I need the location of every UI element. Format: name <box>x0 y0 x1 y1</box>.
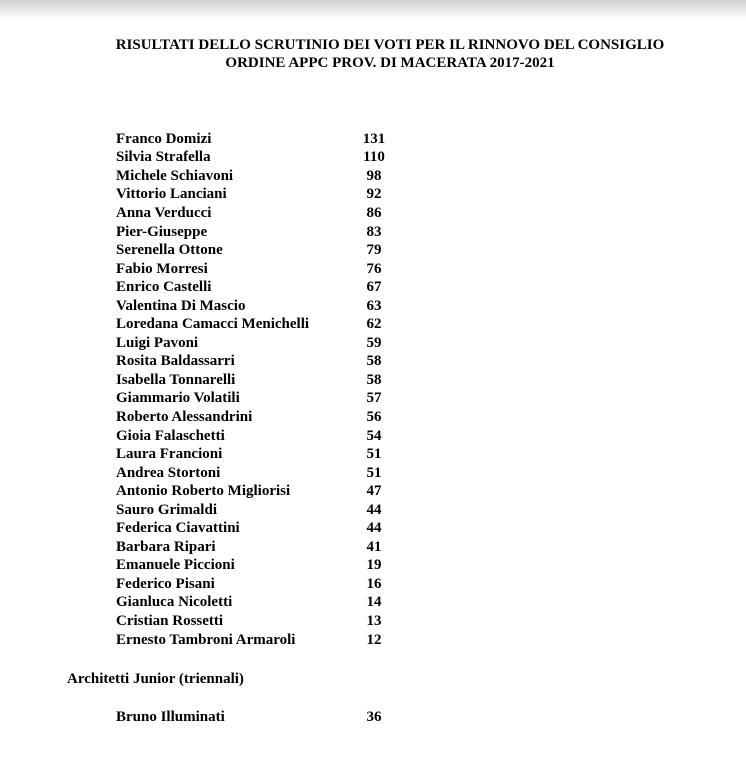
vote-count: 76 <box>366 260 382 277</box>
vote-count: 67 <box>366 279 382 296</box>
result-row <box>116 708 436 727</box>
junior-results-list <box>116 708 436 727</box>
result-row <box>116 223 436 242</box>
candidate-name: Andrea Stortoni <box>116 464 221 481</box>
candidate-name: Cristian Rossetti <box>116 612 224 629</box>
result-row <box>116 557 436 576</box>
result-row <box>116 371 436 390</box>
result-row <box>116 260 436 279</box>
candidate-name: Federica Ciavattini <box>116 520 240 537</box>
result-row <box>116 278 436 297</box>
result-row <box>116 464 436 483</box>
candidate-name: Gianluca Nicoletti <box>116 594 233 611</box>
candidate-name: Luigi Pavoni <box>116 334 199 351</box>
result-row <box>116 390 436 409</box>
result-row <box>116 353 436 372</box>
candidate-name: Valentina Di Mascio <box>116 297 246 314</box>
candidate-name: Fabio Morresi <box>116 260 208 277</box>
vote-count: 13 <box>366 612 382 629</box>
result-row <box>116 538 436 557</box>
vote-count: 14 <box>366 594 382 611</box>
result-row <box>116 427 436 446</box>
vote-count: 86 <box>366 204 382 221</box>
vote-count: 56 <box>366 408 382 425</box>
result-row <box>116 631 436 650</box>
result-row <box>116 575 436 594</box>
vote-count: 92 <box>366 186 382 203</box>
vote-count: 62 <box>366 316 382 333</box>
vote-count: 12 <box>366 631 382 648</box>
document-title <box>60 36 720 72</box>
vote-count: 51 <box>366 464 382 481</box>
vote-count: 79 <box>366 242 382 259</box>
candidate-name: Barbara Ripari <box>116 538 216 555</box>
vote-count: 59 <box>366 334 382 351</box>
candidate-name: Giammario Volatili <box>116 390 240 407</box>
result-row <box>116 204 436 223</box>
vote-count: 44 <box>366 501 382 518</box>
vote-count: 98 <box>366 167 382 184</box>
candidate-name: Emanuele Piccioni <box>116 557 235 574</box>
vote-count: 57 <box>366 390 382 407</box>
candidate-name: Gioia Falaschetti <box>116 427 225 444</box>
vote-count: 110 <box>363 149 385 166</box>
vote-count: 47 <box>366 483 382 500</box>
vote-count: 16 <box>366 575 382 592</box>
candidate-name: Roberto Alessandrini <box>116 408 253 425</box>
result-row <box>116 445 436 464</box>
vote-count: 83 <box>366 223 382 240</box>
results-list <box>116 130 436 649</box>
result-row <box>116 408 436 427</box>
vote-count: 41 <box>366 538 382 555</box>
result-row <box>116 130 436 149</box>
result-row <box>116 519 436 538</box>
result-row <box>116 334 436 353</box>
result-row <box>116 167 436 186</box>
result-row <box>116 315 436 334</box>
candidate-name: Anna Verducci <box>116 204 212 221</box>
candidate-name: Silvia Strafella <box>116 149 211 166</box>
result-row <box>116 149 436 168</box>
candidate-name: Sauro Grimaldi <box>116 501 217 518</box>
candidate-name: Antonio Roberto Migliorisi <box>116 483 291 500</box>
page-top-shadow <box>0 0 746 20</box>
result-row <box>116 186 436 205</box>
vote-count: 131 <box>362 130 386 147</box>
result-row <box>116 594 436 613</box>
candidate-name: Franco Domizi <box>116 130 212 147</box>
vote-count: 58 <box>366 371 382 388</box>
result-row <box>116 612 436 631</box>
vote-count: 36 <box>366 708 382 725</box>
candidate-name: Vittorio Lanciani <box>116 186 227 203</box>
vote-count: 51 <box>366 446 382 463</box>
result-row <box>116 482 436 501</box>
title-line-1: RISULTATI DELLO SCRUTINIO DEI VOTI PER IL RINNOVO DEL CONSIGLIO <box>115 37 665 53</box>
candidate-name: Michele Schiavoni <box>116 167 234 184</box>
candidate-name: Serenella Ottone <box>116 242 223 259</box>
candidate-name: Enrico Castelli <box>116 279 212 296</box>
vote-count: 19 <box>366 557 382 574</box>
candidate-name: Laura Francioni <box>116 446 223 463</box>
candidate-name: Isabella Tonnarelli <box>116 371 236 388</box>
candidate-name: Federico Pisani <box>116 575 215 592</box>
vote-count: 63 <box>366 297 382 314</box>
vote-count: 44 <box>366 520 382 537</box>
title-line-2: ORDINE APPC PROV. DI MACERATA 2017-2021 <box>225 55 555 71</box>
candidate-name: Ernesto Tambroni Armaroli <box>116 631 296 648</box>
result-row <box>116 501 436 520</box>
vote-count: 58 <box>366 353 382 370</box>
candidate-name: Bruno Illuminati <box>116 708 225 725</box>
junior-section-heading: Architetti Junior (triennali) <box>67 671 244 687</box>
vote-count: 54 <box>366 427 382 444</box>
candidate-name: Pier-Giuseppe <box>116 223 208 240</box>
candidate-name: Loredana Camacci Menichelli <box>116 316 310 333</box>
candidate-name: Rosita Baldassarri <box>116 353 235 370</box>
result-row <box>116 241 436 260</box>
result-row <box>116 297 436 316</box>
